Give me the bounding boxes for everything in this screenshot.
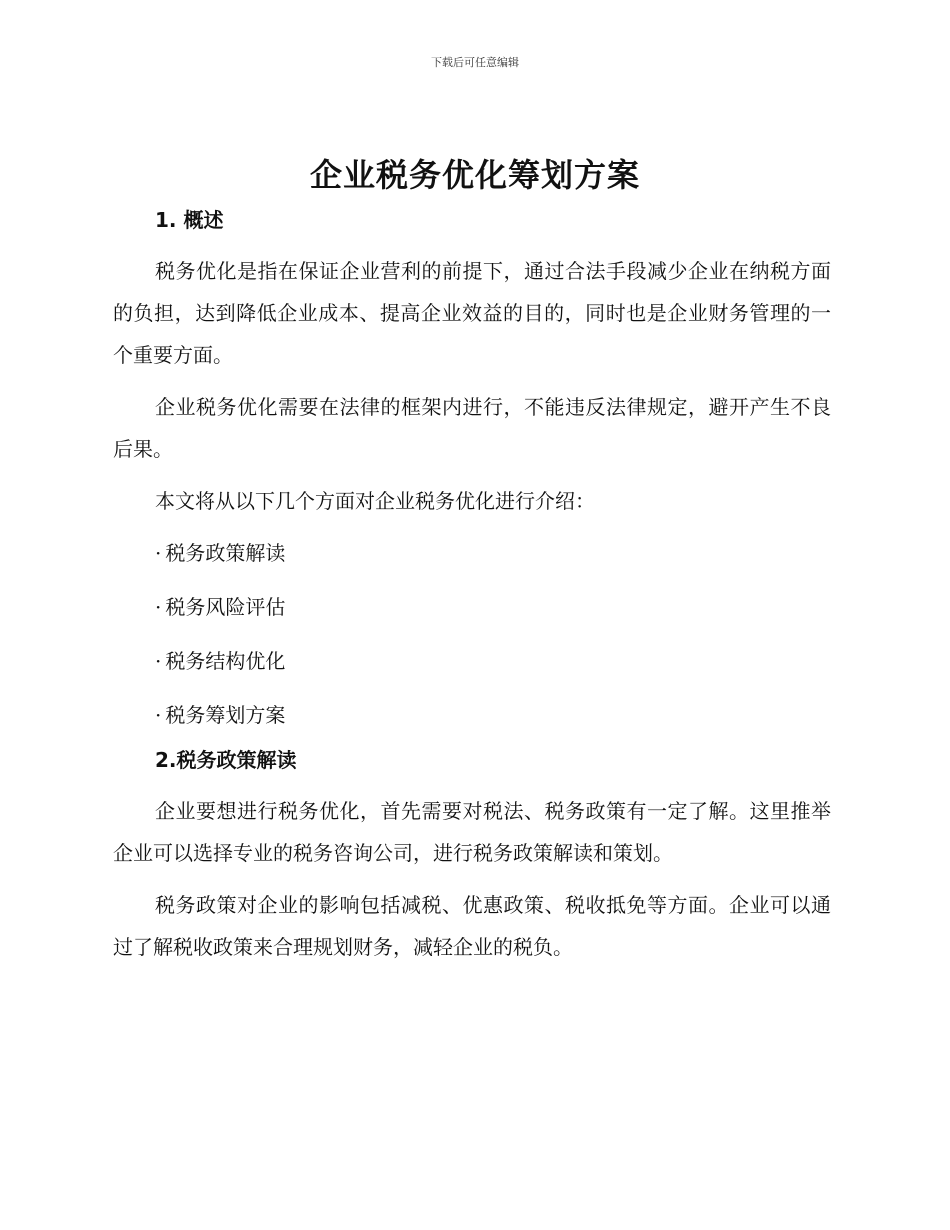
bullet-item <box>113 694 831 736</box>
bullet-item <box>113 586 831 628</box>
bullet-text: 税务筹划方案 <box>165 703 286 727</box>
bullet-item <box>113 640 831 682</box>
bullet-dot-icon: · <box>155 649 162 673</box>
bullet-item <box>113 532 831 574</box>
document-body <box>113 208 831 978</box>
bullet-text: 税务风险评估 <box>165 595 286 619</box>
bullet-dot-icon: · <box>155 703 162 727</box>
section-heading-overview: 1. 概述 <box>155 208 224 232</box>
bullet-dot-icon: · <box>155 541 162 565</box>
section-heading-policy: 2.税务政策解读 <box>155 748 297 772</box>
paragraph: 企业要想进行税务优化，首先需要对税法、税务政策有一定了解。这里推举企业可以选择专业的税务咨询公司，进行税务政策解读和策划。 <box>113 799 831 865</box>
header-note: 下载后可任意编辑 <box>431 56 519 69</box>
bullet-dot-icon: · <box>155 595 162 619</box>
paragraph: 企业税务优化需要在法律的框架内进行，不能违反法律规定，避开产生不良后果。 <box>113 395 831 461</box>
bullet-text: 税务政策解读 <box>165 541 286 565</box>
bullet-text: 税务结构优化 <box>165 649 286 673</box>
paragraph: 税务优化是指在保证企业营利的前提下，通过合法手段减少企业在纳税方面的负担，达到降低企业成本、提高企业效益的目的，同时也是企业财务管理的一个重要方面。 <box>113 259 831 367</box>
document-title: 企业税务优化筹划方案 <box>309 156 640 194</box>
paragraph: 本文将从以下几个方面对企业税务优化进行介绍： <box>155 489 595 513</box>
paragraph: 税务政策对企业的影响包括减税、优惠政策、税收抵免等方面。企业可以通过了解税收政策来合理规划财务，减轻企业的税负。 <box>113 893 831 959</box>
